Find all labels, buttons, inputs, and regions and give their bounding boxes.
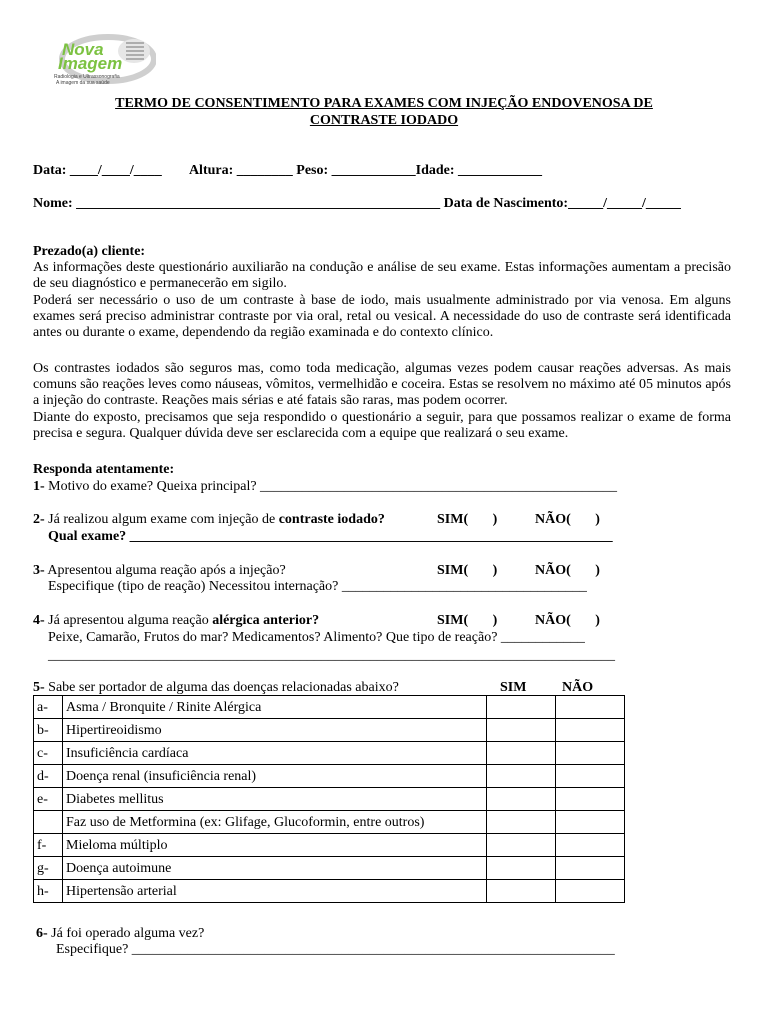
question-1-text: Motivo do exame? Queixa principal? ___________________________________________________ — [44, 479, 618, 494]
intro-paragraph-1: As informações deste questionário auxiliarão na condução e análise de seu exame. Estas informações aumentam a precisão de seu diagnóstico e permanecerão em sigilo. — [33, 260, 731, 292]
title-line-1: TERMO DE CONSENTIMENTO PARA EXAMES COM INJEÇÃO ENDOVENOSA DE — [115, 96, 653, 111]
date-height-weight-age-fields[interactable]: Data: ____/____/____ Altura: ________ Peso: ____________Idade: ____________ — [33, 163, 543, 178]
question-6-text: Já foi operado alguma vez? — [47, 926, 205, 941]
question-3-number: 3- — [33, 563, 45, 578]
disease-nao-cell[interactable] — [556, 788, 625, 811]
disease-letter: g- — [34, 857, 63, 880]
disease-name: Insuficiência cardíaca — [63, 742, 487, 765]
disease-sim-cell[interactable] — [487, 834, 556, 857]
question-4 — [33, 613, 319, 629]
question-1-number: 1- — [33, 479, 45, 494]
disease-sim-cell[interactable] — [487, 742, 556, 765]
question-2 — [33, 512, 385, 528]
question-6-sub-field[interactable]: Especifique? _____________________________________________________________________ — [56, 942, 615, 957]
company-logo — [48, 33, 156, 90]
question-3-yes-checkbox[interactable]: SIM( ) — [437, 563, 498, 578]
disease-sim-cell[interactable] — [487, 696, 556, 719]
intro-paragraph-4: Diante do exposto, precisamos que seja respondido o questionário a seguir, para que possamos realizar o exame de forma precisa e segura. Qualquer dúvida deve ser esclarecida com a equipe que realizará o seu exame. — [33, 410, 731, 442]
table-row — [34, 834, 625, 857]
question-4-text: Já apresentou alguma reação — [44, 613, 213, 628]
question-5-sim-header: SIM — [500, 680, 527, 695]
disease-sim-cell[interactable] — [487, 857, 556, 880]
question-4-no-checkbox[interactable]: NÃO( ) — [535, 613, 600, 628]
disease-nao-cell[interactable] — [556, 880, 625, 903]
disease-sim-cell[interactable] — [487, 788, 556, 811]
table-row — [34, 811, 625, 834]
question-1[interactable] — [33, 479, 617, 495]
disease-sim-cell[interactable] — [487, 719, 556, 742]
disease-nao-cell[interactable] — [556, 834, 625, 857]
question-5-number: 5- — [33, 680, 45, 695]
disease-letter: c- — [34, 742, 63, 765]
table-row — [34, 696, 625, 719]
table-row — [34, 765, 625, 788]
question-2-yes-checkbox[interactable]: SIM( ) — [437, 512, 498, 527]
question-5 — [33, 680, 399, 696]
logo-tagline-2: A imagem da sua saúde — [56, 80, 110, 86]
disease-name: Doença renal (insuficiência renal) — [63, 765, 487, 788]
disease-letter: e- — [34, 788, 63, 811]
disease-nao-cell[interactable] — [556, 719, 625, 742]
question-4-bold: alérgica anterior? — [212, 613, 320, 628]
disease-letter: d- — [34, 765, 63, 788]
disease-table — [33, 695, 625, 903]
disease-sim-cell[interactable] — [487, 811, 556, 834]
intro-paragraph-2: Poderá ser necessário o uso de um contraste à base de iodo, mais usualmente administrado por via venosa. Em alguns exames será preciso administrar contraste por via oral, retal ou vesical. A necessidade do uso de contraste será identificada antes ou durante o exame, dependendo da região examinada e do contexto clínico. — [33, 293, 731, 341]
disease-name: Doença autoimune — [63, 857, 487, 880]
logo-tagline-1: Radiologia e Ultrassonografia — [54, 74, 120, 80]
disease-name: Faz uso de Metformina (ex: Glifage, Glucoformin, entre outros) — [63, 811, 487, 834]
disease-letter: b- — [34, 719, 63, 742]
question-4-yes-checkbox[interactable]: SIM( ) — [437, 613, 498, 628]
question-4-number: 4- — [33, 613, 45, 628]
table-row — [34, 857, 625, 880]
intro-paragraph-3: Os contrastes iodados são seguros mas, como toda medicação, algumas vezes podem causar reações adversas. As mais comuns são reações leves como náuseas, vômitos, vermelhidão e coceira. Estas se resolvem no máximo até 05 minutos após a injeção do contraste. Reações mais sérias e até fatais são raras, mas podem ocorrer. — [33, 361, 731, 409]
table-row — [34, 719, 625, 742]
greeting: Prezado(a) cliente: — [33, 244, 146, 259]
logo-word-nova: Nova — [62, 40, 104, 59]
question-2-no-checkbox[interactable]: NÃO( ) — [535, 512, 600, 527]
question-2-sub-field[interactable]: Qual exame? _____________________________________________________________________ — [48, 529, 613, 544]
question-6-number: 6- — [36, 926, 48, 941]
disease-sim-cell[interactable] — [487, 765, 556, 788]
disease-name: Mieloma múltiplo — [63, 834, 487, 857]
question-6 — [36, 926, 204, 942]
disease-letter — [34, 811, 63, 834]
table-row — [34, 788, 625, 811]
question-2-number: 2- — [33, 512, 45, 527]
disease-letter: f- — [34, 834, 63, 857]
table-row — [34, 742, 625, 765]
question-4-sub-field-1[interactable]: Peixe, Camarão, Frutos do mar? Medicamentos? Alimento? Que tipo de reação? ____________ — [48, 630, 585, 645]
disease-sim-cell[interactable] — [487, 880, 556, 903]
logo-word-imagem: Imagem — [58, 54, 123, 73]
question-3-no-checkbox[interactable]: NÃO( ) — [535, 563, 600, 578]
disease-table-body — [34, 696, 625, 903]
question-5-nao-header: NÃO — [562, 680, 594, 695]
disease-letter: a- — [34, 696, 63, 719]
disease-nao-cell[interactable] — [556, 765, 625, 788]
disease-name: Asma / Bronquite / Rinite Alérgica — [63, 696, 487, 719]
disease-name: Hipertensão arterial — [63, 880, 487, 903]
disease-name: Diabetes mellitus — [63, 788, 487, 811]
questions-header: Responda atentamente: — [33, 462, 175, 477]
question-3-text: Apresentou alguma reação após a injeção? — [44, 563, 286, 578]
table-row — [34, 880, 625, 903]
question-2-text: Já realizou algum exame com injeção de — [44, 512, 279, 527]
question-2-bold: contraste iodado? — [278, 512, 385, 527]
disease-nao-cell[interactable] — [556, 696, 625, 719]
question-3 — [33, 563, 286, 579]
disease-letter: h- — [34, 880, 63, 903]
question-4-sub-field-2[interactable]: _________________________________________________________________________________ — [48, 648, 615, 663]
disease-nao-cell[interactable] — [556, 742, 625, 765]
question-3-sub-field[interactable]: Especifique (tipo de reação) Necessitou internação? ___________________________________ — [48, 579, 587, 594]
disease-nao-cell[interactable] — [556, 857, 625, 880]
document-title — [40, 95, 728, 129]
question-5-text: Sabe ser portador de alguma das doenças relacionadas abaixo? — [44, 680, 399, 695]
disease-nao-cell[interactable] — [556, 811, 625, 834]
name-birthdate-fields[interactable]: Nome: ____________________________________________________ Data de Nascimento:_____/_____/_____ — [33, 196, 681, 211]
disease-name: Hipertireoidismo — [63, 719, 487, 742]
title-line-2: CONTRASTE IODADO — [309, 113, 459, 128]
